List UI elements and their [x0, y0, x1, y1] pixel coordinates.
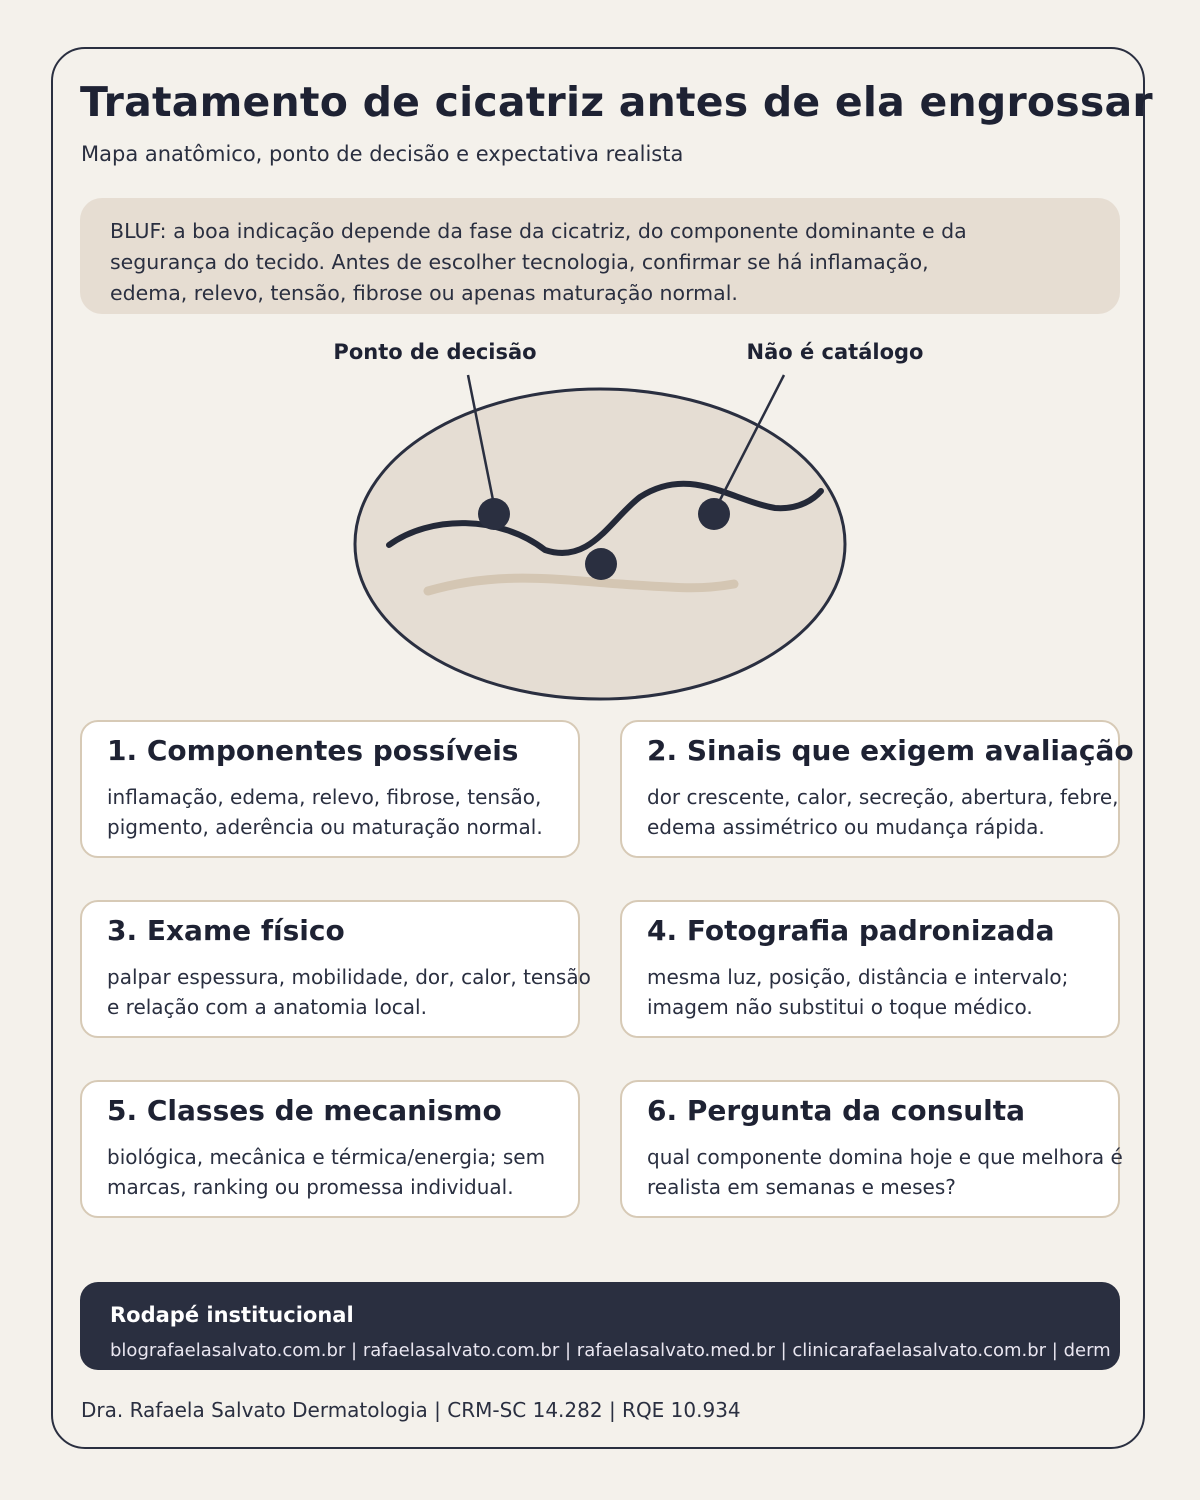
card-body	[107, 962, 591, 1022]
card-body	[107, 1142, 545, 1202]
credit-line: Dra. Rafaela Salvato Dermatologia | CRM-SC 14.282 | RQE 10.934	[81, 1398, 741, 1422]
bluf-line: BLUF: a boa indicação depende da fase da cicatriz, do componente dominante e da	[110, 219, 967, 243]
card-line: qual componente domina hoje e que melhora é	[647, 1145, 1123, 1169]
marker-dot	[478, 498, 510, 530]
bluf-text	[110, 216, 1090, 309]
card-line: realista em semanas e meses?	[647, 1175, 956, 1199]
label-decision-point: Ponto de decisão	[333, 340, 537, 364]
card-line: imagem não substitui o toque médico.	[647, 995, 1033, 1019]
label-not-catalog: Não é catálogo	[746, 340, 924, 364]
card-consult-question	[620, 1080, 1123, 1218]
footer-links: blografaelasalvato.com.br | rafaelasalvato.com.br | rafaelasalvato.med.br | clinicarafaelasalvato.com.br | derm	[110, 1340, 1111, 1361]
card-physical-exam	[80, 900, 591, 1038]
card-line: edema assimétrico ou mudança rápida.	[647, 815, 1045, 839]
card-body	[647, 782, 1119, 842]
card-title: 5. Classes de mecanismo	[107, 1094, 502, 1127]
card-line: biológica, mecânica e térmica/energia; sem	[107, 1145, 546, 1169]
skin-ellipse	[355, 389, 845, 699]
card-line: pigmento, aderência ou maturação normal.	[107, 815, 543, 839]
bluf-line: segurança do tecido. Antes de escolher tecnologia, confirmar se há inflamação,	[110, 250, 929, 274]
card-title: 3. Exame físico	[107, 914, 345, 947]
card-title: 2. Sinais que exigem avaliação	[647, 734, 1134, 767]
bluf-box	[80, 198, 1120, 314]
card-line: inflamação, edema, relevo, fibrose, tensão,	[107, 785, 542, 809]
card-title: 4. Fotografia padronizada	[647, 914, 1055, 947]
marker-dot	[698, 498, 730, 530]
card-mechanism-classes	[80, 1080, 580, 1218]
card-line: dor crescente, calor, secreção, abertura, febre,	[647, 785, 1119, 809]
card-line: mesma luz, posição, distância e intervalo;	[647, 965, 1069, 989]
card-line: marcas, ranking ou promessa individual.	[107, 1175, 514, 1199]
skin-map-diagram	[0, 330, 1200, 710]
card-title: 6. Pergunta da consulta	[647, 1094, 1026, 1127]
bluf-line: edema, relevo, tensão, fibrose ou apenas maturação normal.	[110, 281, 738, 305]
card-body	[107, 782, 543, 842]
card-standard-photo	[620, 900, 1120, 1038]
page-subtitle: Mapa anatômico, ponto de decisão e expectativa realista	[81, 142, 684, 166]
card-line: palpar espessura, mobilidade, dor, calor, tensão	[107, 965, 591, 989]
card-body	[647, 1142, 1123, 1202]
card-components	[80, 720, 580, 858]
page-title: Tratamento de cicatriz antes de ela engrossar	[80, 78, 1153, 126]
footer-title: Rodapé institucional	[110, 1303, 354, 1327]
card-body	[647, 962, 1068, 1022]
card-line: e relação com a anatomia local.	[107, 995, 427, 1019]
card-title: 1. Componentes possíveis	[107, 734, 519, 767]
institutional-footer	[80, 1282, 1120, 1370]
card-warning-signs	[620, 720, 1134, 858]
marker-dot	[585, 548, 617, 580]
